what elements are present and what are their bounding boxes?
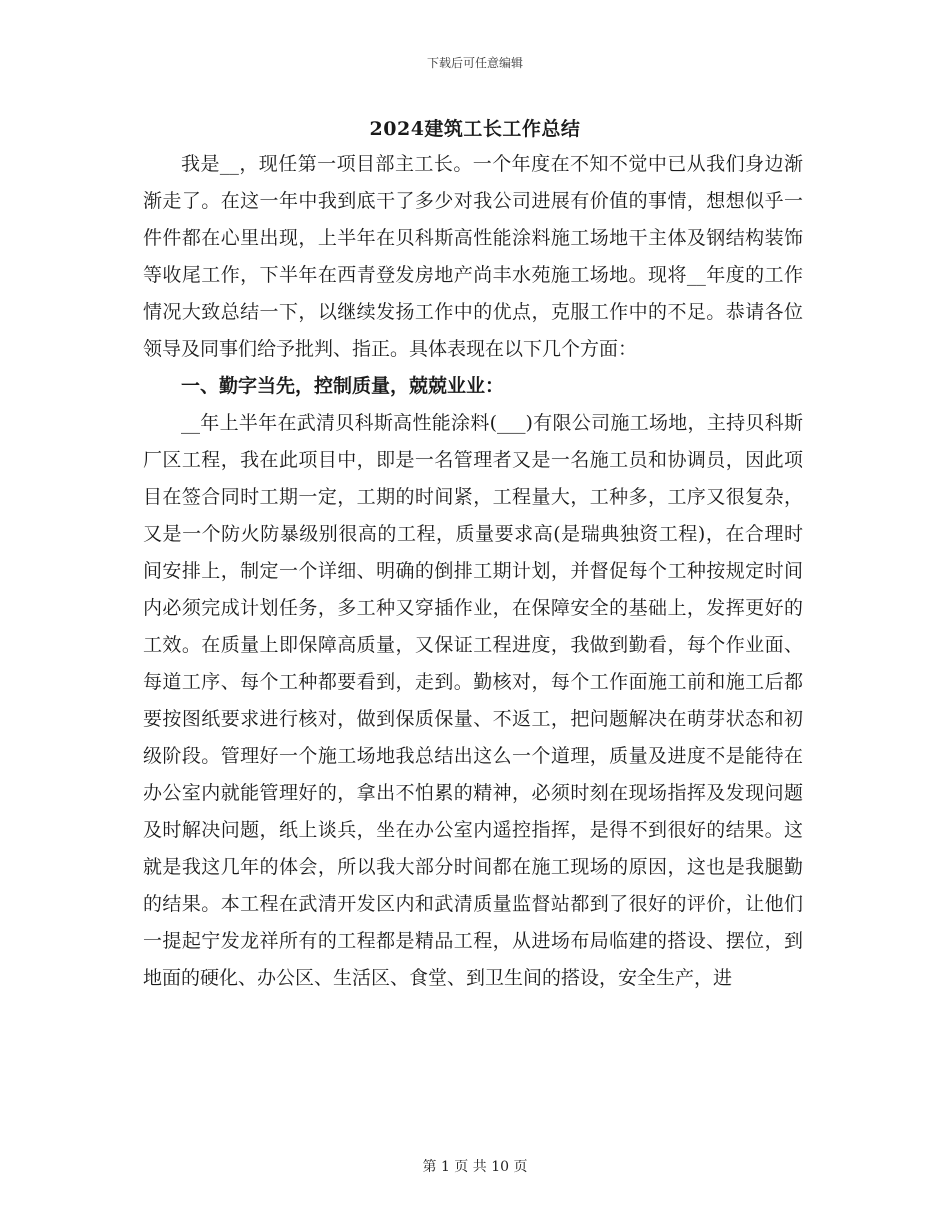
page-header-note: 下载后可任意编辑 [426, 56, 523, 70]
page-number-footer: 第 1 页 共 10 页 [422, 1159, 528, 1175]
document-title: 2024建筑工长工作总结 [369, 118, 581, 140]
document-body [143, 146, 803, 997]
paragraph-section-1: __年上半年在武清贝科斯高性能涂料(___)有限公司施工场地，主持贝科斯厂区工程，我在此项目中，即是一名管理者又是一名施工员和协调员，因此项目在签合同时工期一定，工期的时间紧，工程量大，工种多，工序又很复杂，又是一个防火防暴级别很高的工程，质量要求高(是瑞典独资工程)，在合理时间安排上，制定一个详细、明确的倒排工期计划，并督促每个工种按规定时间内必须完成计划任务，多工种又穿插作业，在保障安全的基础上，发挥更好的工效。在质量上即保障高质量，又保证工程进度，我做到勤看，每个作业面、每道工序、每个工种都要看到，走到。勤核对，每个工作面施工前和施工后都要按图纸要求进行核对，做到保质保量、不返工，把问题解决在萌芽状态和初级阶段。管理好一个施工场地我总结出这么一个道理，质量及进度不是能待在办公室内就能管理好的，拿出不怕累的精神，必须时刻在现场指挥及发现问题及时解决问题，纸上谈兵，坐在办公室内遥控指挥，是得不到很好的结果。这就是我这几年的体会，所以我大部分时间都在施工现场的原因，这也是我腿勤的结果。本工程在武清开发区内和武清质量监督站都到了很好的评价，让他们一提起宁发龙祥所有的工程都是精品工程，从进场布局临建的搭设、摆位，到地面的硬化、办公区、生活区、食堂、到卫生间的搭设，安全生产，进 [143, 412, 803, 989]
paragraph-intro: 我是__，现任第一项目部主工长。一个年度在不知不觉中已从我们身边渐渐走了。在这一年中我到底干了多少对我公司进展有价值的事情，想想似乎一件件都在心里出现，上半年在贝科斯高性能涂料施工场地干主体及钢结构装饰等收尾工作，下半年在西青登发房地产尚丰水苑施工场地。现将__年度的工作情况大致总结一下，以继续发扬工作中的优点，克服工作中的不足。恭请各位领导及同事们给予批判、指正。具体表现在以下几个方面： [143, 153, 803, 360]
section-heading-1: 一、勤字当先，控制质量，兢兢业业： [181, 375, 505, 397]
